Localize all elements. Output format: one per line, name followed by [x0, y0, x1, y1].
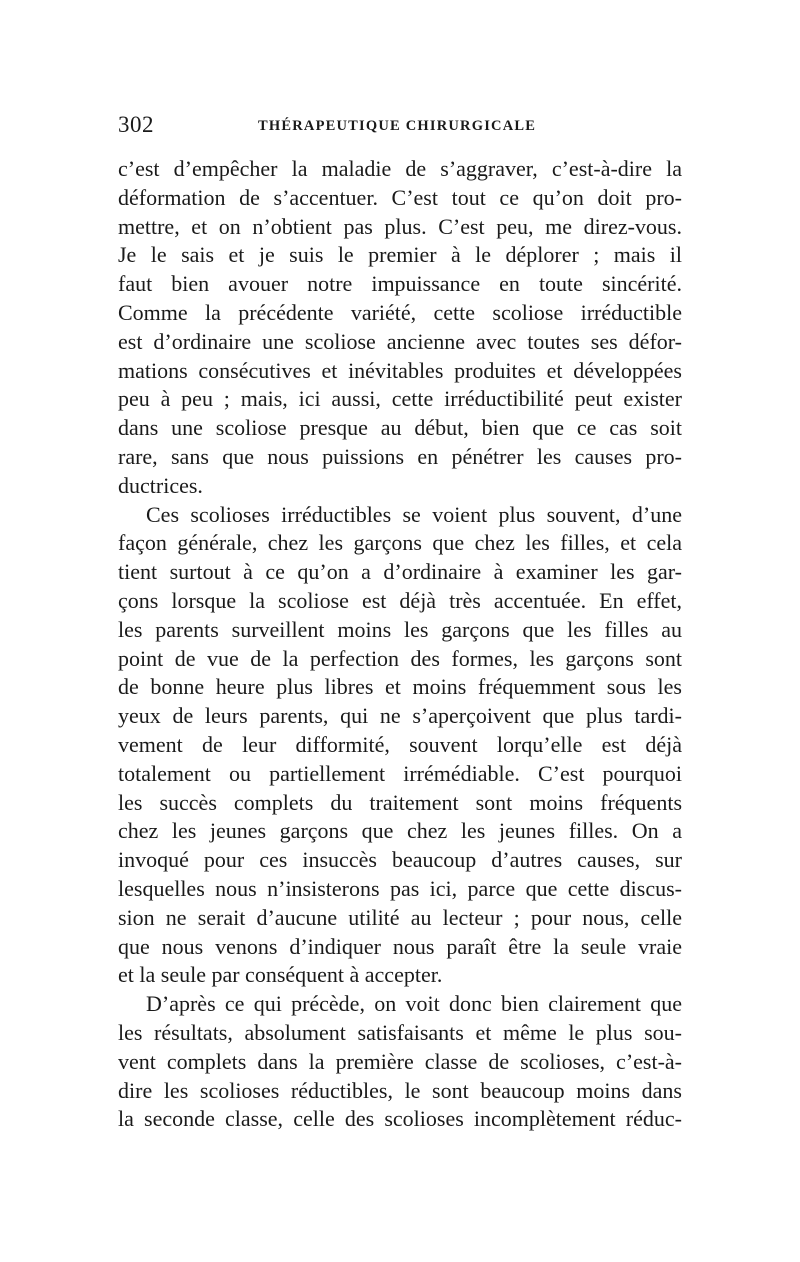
text-line: invoqué pour ces insuccès beaucoup d’autres causes, sur: [118, 847, 682, 873]
page-header: [118, 112, 682, 146]
text-line: chez les jeunes garçons que chez les jeunes filles. On a: [118, 818, 682, 844]
text-line: les résultats, absolument satisfaisants et même le plus sou-: [118, 1019, 682, 1045]
page-number: 302: [118, 112, 154, 137]
text-line: et la seule par conséquent à accepter.: [118, 962, 443, 988]
text-line: de bonne heure plus libres et moins fréquemment sous les: [118, 674, 682, 700]
text-line: tient surtout à ce qu’on a d’ordinaire à examiner les gar-: [118, 559, 682, 585]
text-line: dans une scoliose presque au début, bien que ce cas soit: [118, 415, 682, 441]
text-line: sion ne serait d’aucune utilité au lecteur ; pour nous, celle: [118, 904, 682, 930]
text-line: ductrices.: [118, 472, 203, 498]
running-title: THÉRAPEUTIQUE CHIRURGICALE: [258, 118, 537, 134]
text-line: la seconde classe, celle des scolioses incomplètement réduc-: [118, 1106, 682, 1132]
text-line: dire les scolioses réductibles, le sont beaucoup moins dans: [118, 1077, 682, 1103]
body-text: [118, 155, 682, 1134]
text-line: déformation de s’accentuer. C’est tout ce qu’on doit pro-: [118, 184, 682, 210]
text-line: est d’ordinaire une scoliose ancienne avec toutes ses défor-: [118, 328, 682, 354]
text-line: point de vue de la perfection des formes, les garçons sont: [118, 645, 682, 671]
text-line: c’est d’empêcher la maladie de s’aggraver, c’est-à-dire la: [118, 156, 682, 181]
text-line: Ces scolioses irréductibles se voient plus souvent, d’une: [146, 501, 682, 527]
text-line: peu à peu ; mais, ici aussi, cette irréductibilité peut exister: [118, 386, 682, 412]
text-line: totalement ou partiellement irrémédiable. C’est pourquoi: [118, 760, 682, 786]
text-line: vement de leur difformité, souvent lorqu’elle est déjà: [118, 731, 682, 757]
text-line: les parents surveillent moins les garçons que les filles au: [118, 616, 682, 642]
text-line: les succès complets du traitement sont moins fréquents: [118, 789, 682, 815]
text-line: çons lorsque la scoliose est déjà très accentuée. En effet,: [118, 587, 682, 613]
text-line: Je le sais et je suis le premier à le déplorer ; mais il: [118, 242, 682, 268]
text-line: vent complets dans la première classe de scolioses, c’est-à-: [118, 1048, 682, 1074]
book-page: [118, 112, 682, 1132]
text-line: Comme la précédente variété, cette scoliose irréductible: [118, 299, 682, 325]
text-line: mettre, et on n’obtient pas plus. C’est peu, me direz-vous.: [118, 213, 682, 239]
text-line: D’après ce qui précède, on voit donc bien clairement que: [146, 991, 682, 1017]
text-line: que nous venons d’indiquer nous paraît être la seule vraie: [118, 933, 682, 959]
text-line: rare, sans que nous puissions en pénétrer les causes pro-: [118, 443, 682, 469]
text-line: faut bien avouer notre impuissance en toute sincérité.: [118, 271, 682, 297]
text-line: façon générale, chez les garçons que chez les filles, et cela: [118, 530, 682, 556]
text-line: yeux de leurs parents, qui ne s’aperçoivent que plus tardi-: [118, 703, 682, 729]
text-line: mations consécutives et inévitables produites et développées: [118, 357, 682, 383]
text-line: lesquelles nous n’insisterons pas ici, parce que cette discus-: [118, 875, 682, 901]
